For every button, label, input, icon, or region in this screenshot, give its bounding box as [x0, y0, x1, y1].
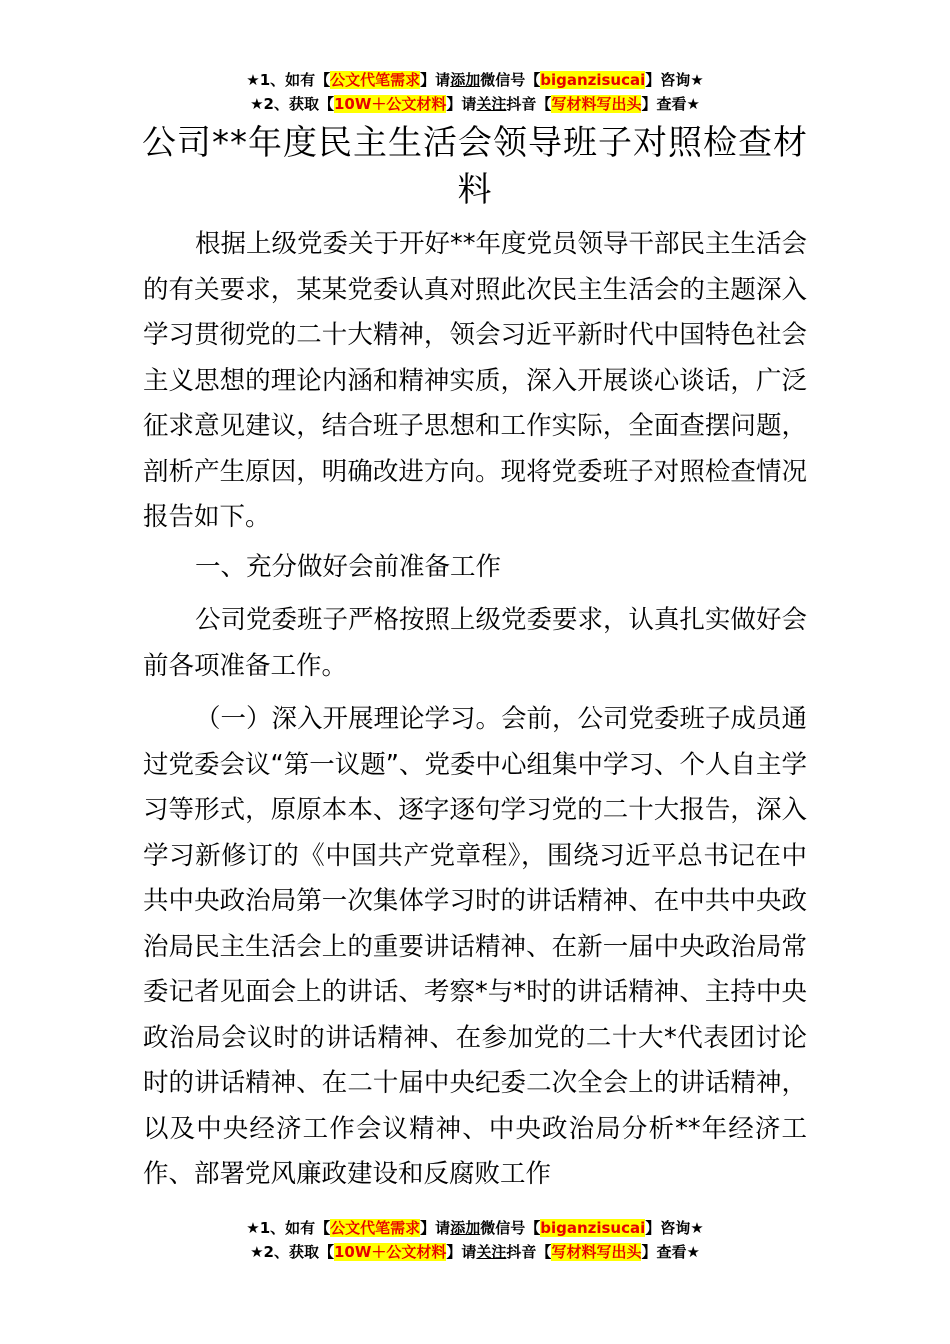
promo-line-2	[0, 1240, 950, 1264]
promo-text: 】查看★	[641, 1243, 700, 1261]
promo-text: 抖音【	[506, 1243, 552, 1261]
promo-text: 微信号【	[480, 1219, 541, 1237]
promo-highlight: biganzisucai	[540, 1219, 646, 1237]
promo-text: 】请	[420, 71, 451, 89]
promo-text: ★2、获取【	[250, 1243, 334, 1261]
promo-text: ★1、如有【	[246, 1219, 331, 1237]
document-title: 公司**年度民主生活会领导班子对照检查材料	[142, 123, 808, 210]
promo-text: 】请	[420, 1219, 451, 1237]
promo-text: 抖音【	[506, 95, 552, 113]
promo-underline: 添加	[450, 71, 481, 89]
promo-highlight: 写材料写出头	[551, 95, 642, 113]
promo-highlight: biganzisucai	[540, 71, 646, 89]
promo-text: ★1、如有【	[246, 71, 331, 89]
bottom-promo-banner	[0, 1216, 950, 1264]
promo-highlight: 公文代笔需求	[330, 1219, 421, 1237]
promo-underline: 添加	[450, 1219, 481, 1237]
promo-text: 】咨询★	[645, 71, 704, 89]
promo-text: 】请	[446, 95, 477, 113]
promo-text: 微信号【	[480, 71, 541, 89]
promo-text: ★2、获取【	[250, 95, 334, 113]
promo-text: 】请	[446, 1243, 477, 1261]
promo-line-1	[0, 68, 950, 92]
promo-underline: 关注	[476, 95, 507, 113]
top-promo-banner	[0, 68, 950, 116]
promo-highlight: 公文代笔需求	[330, 71, 421, 89]
promo-highlight: 10W＋公文材料	[333, 1243, 447, 1261]
promo-highlight: 10W＋公文材料	[333, 95, 447, 113]
promo-line-1	[0, 1216, 950, 1240]
section-heading: 一、充分做好会前准备工作	[195, 552, 502, 582]
promo-text: 】查看★	[641, 95, 700, 113]
promo-highlight: 写材料写出头	[551, 1243, 642, 1261]
intro-paragraph: 根据上级党委关于开好**年度党员领导干部民主生活会的有关要求，某某党委认真对照此次民主生活会的主题深入学习贯彻党的二十大精神，领会习近平新时代中国特色社会主义思想的理论内涵和精神实质，深入开展谈心谈话，广泛征求意见建议，结合班子思想和工作实际，全面查摆问题，剖析产生原因，明确改进方向。现将党委班子对照检查情况报告如下。	[143, 229, 808, 532]
promo-line-2	[0, 92, 950, 116]
promo-underline: 关注	[476, 1243, 507, 1261]
body-paragraph: 公司党委班子严格按照上级党委要求，认真扎实做好会前各项准备工作。	[143, 605, 808, 681]
promo-text: 】咨询★	[645, 1219, 704, 1237]
subsection-paragraph: （一）深入开展理论学习。会前，公司党委班子成员通过党委会议“第一议题”、党委中心组集中学习、个人自主学习等形式，原原本本、逐字逐句学习党的二十大报告，深入学习新修订的《中国共产党章程》，围绕习近平总书记在中共中央政治局第一次集体学习时的讲话精神、在中共中央政治局民主生活会上的重要讲话精神、在新一届中央政治局常委记者见面会上的讲话、考察*与*时的讲话精神、主持中央政治局会议时的讲话精神、在参加党的二十大*代表团讨论时的讲话精神、在二十届中央纪委二次全会上的讲话精神，以及中央经济工作会议精神、中央政治局分析**年经济工作、部署党风廉政建设和反腐败工作	[143, 704, 808, 1189]
